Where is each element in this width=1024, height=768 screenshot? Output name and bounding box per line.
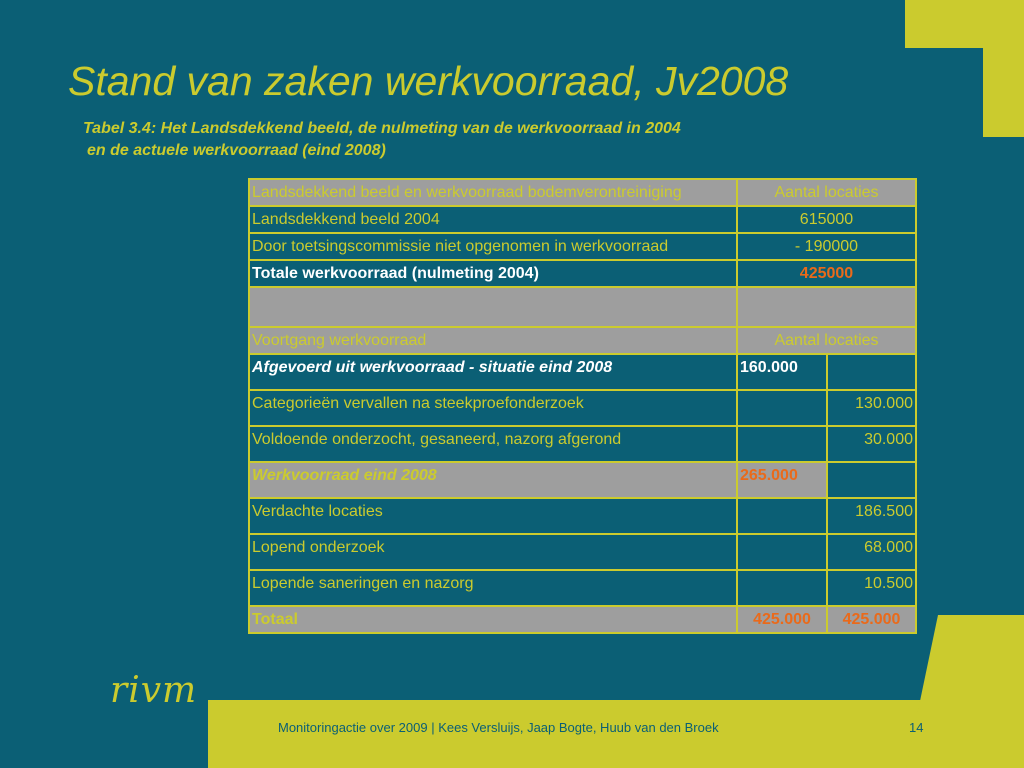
row-col2: 30.000 bbox=[827, 426, 916, 462]
row-col1 bbox=[737, 534, 827, 570]
footer-text: Monitoringactie over 2009 | Kees Versluijs, Jaap Bogte, Huub van den Broek bbox=[278, 720, 719, 735]
table-header-row bbox=[249, 179, 916, 206]
row-col2: 10.500 bbox=[827, 570, 916, 606]
header-value: Aantal locaties bbox=[737, 179, 916, 206]
row-value: 425000 bbox=[737, 260, 916, 287]
table-row bbox=[249, 354, 916, 390]
row-col1 bbox=[737, 390, 827, 426]
table-row bbox=[249, 426, 916, 462]
table-row bbox=[249, 233, 916, 260]
table-caption bbox=[83, 118, 681, 162]
row-label: Landsdekkend beeld 2004 bbox=[249, 206, 737, 233]
row-label: Totaal bbox=[249, 606, 737, 633]
row-col1: 160.000 bbox=[737, 354, 827, 390]
header-label: Voortgang werkvoorraad bbox=[249, 327, 737, 354]
table-header-row bbox=[249, 327, 916, 354]
row-col1 bbox=[737, 570, 827, 606]
row-col2 bbox=[827, 354, 916, 390]
row-label: Verdachte locaties bbox=[249, 498, 737, 534]
row-label: Afgevoerd uit werkvoorraad - situatie eind 2008 bbox=[249, 354, 737, 390]
header-label: Landsdekkend beeld en werkvoorraad bodemverontreiniging bbox=[249, 179, 737, 206]
row-label: Lopende saneringen en nazorg bbox=[249, 570, 737, 606]
page-title: Stand van zaken werkvoorraad, Jv2008 bbox=[68, 58, 789, 104]
table-row bbox=[249, 206, 916, 233]
row-col1: 265.000 bbox=[737, 462, 827, 498]
row-col2: 68.000 bbox=[827, 534, 916, 570]
spacer-row bbox=[249, 287, 916, 327]
row-col2: 186.500 bbox=[827, 498, 916, 534]
row-col2: 130.000 bbox=[827, 390, 916, 426]
table-row bbox=[249, 498, 916, 534]
row-col1 bbox=[737, 498, 827, 534]
row-label: Door toetsingscommissie niet opgenomen in werkvoorraad bbox=[249, 233, 737, 260]
caption-line-2: en de actuele werkvoorraad (eind 2008) bbox=[87, 142, 386, 159]
spacer-cell bbox=[249, 287, 737, 327]
row-col2: 425.000 bbox=[827, 606, 916, 633]
row-col1 bbox=[737, 426, 827, 462]
row-col1: 425.000 bbox=[737, 606, 827, 633]
row-value: - 190000 bbox=[737, 233, 916, 260]
row-col2 bbox=[827, 462, 916, 498]
row-label: Voldoende onderzocht, gesaneerd, nazorg afgerond bbox=[249, 426, 737, 462]
table-row bbox=[249, 534, 916, 570]
row-label: Categorieën vervallen na steekproefonderzoek bbox=[249, 390, 737, 426]
page-number: 14 bbox=[909, 720, 924, 735]
row-value: 615000 bbox=[737, 206, 916, 233]
table-row bbox=[249, 570, 916, 606]
table-row bbox=[249, 462, 916, 498]
row-label: Lopend onderzoek bbox=[249, 534, 737, 570]
table-row bbox=[249, 390, 916, 426]
spacer-cell bbox=[737, 287, 916, 327]
row-label: Werkvoorraad eind 2008 bbox=[249, 462, 737, 498]
caption-line-1: Tabel 3.4: Het Landsdekkend beeld, de nulmeting van de werkvoorraad in 2004 bbox=[83, 120, 681, 137]
header-value: Aantal locaties bbox=[737, 327, 916, 354]
workload-table bbox=[248, 178, 917, 634]
row-label: Totale werkvoorraad (nulmeting 2004) bbox=[249, 260, 737, 287]
table-row bbox=[249, 260, 916, 287]
rivm-logo: rivm bbox=[110, 670, 198, 711]
table-total-row bbox=[249, 606, 916, 633]
